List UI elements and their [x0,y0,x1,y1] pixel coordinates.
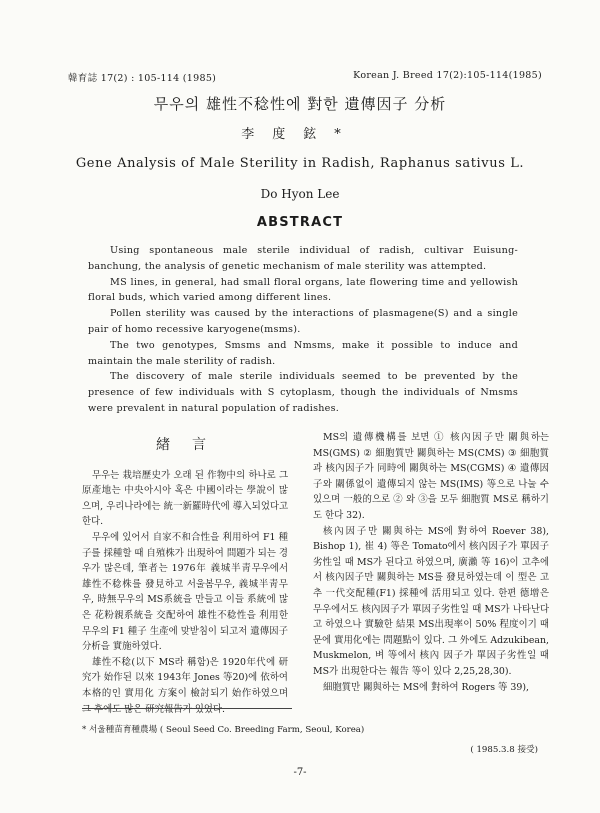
korean-title: 무우의 雄性不稔性에 對한 遺傳因子 分析 [153,95,447,113]
received-date: ( 1985.3.8 接受) [470,745,538,755]
body-paragraph: 核內因子만 關與하는 MS에 對하여 Roever 38), Bishop 1), 崔 4) 等은 Tomato에서 核內因子가 單因子劣性일 때 MS가 된다고 하였으며, 廣瀨 等 16)이 고추에서 核內因子만 關與하는 MS를 發見하였는데 이 型은 고추 一代交配種(F1) 採種에 活用되고 있다. 한편 德增은 무우에서도 核內因子가 單因子劣性일 때 MS가 나타난다고 하였으나 實驗한 結果 MS出現率이 50% 程度이기 때문에 實用化에는 問題點이 있다. 그 外에도 Adzukibean, Muskmelon, 벼 等에서 核內 因子가 單因子劣性일 때 MS가 出現한다는 報告 等이 있다 2,25,28,30). [313,525,549,677]
left-column [82,430,288,717]
right-column [313,430,549,695]
body-paragraph: 雄性不稔(以下 MS라 稱함)은 1920年代에 研究가 始作된 以來 1943年 Jones 等20)에 依하여 本格的인 實用化 方案이 檢討되기 始作하였으며 그 후에도 많은 研究報告가 있었다. [82,656,288,715]
english-author: Do Hyon Lee [260,187,340,201]
body-paragraph: MS의 遺傳機構를 보면 ① 核內因子만 關與하는 MS(GMS) ② 細胞質만 關與하는 MS(CMS) ③ 細胞質과 核內因子가 同時에 關與하는 MS(CGMS) ④ 遺傳因子와 關係없이 遺傳되지 않는 MS(IMS) 等으로 나눌 수 있으며 一般的으로 ② 와 ③을 모두 細胞質 MS로 稱하기도 한다 32). [313,432,549,521]
body-paragraph: 細胞質만 關與하는 MS에 對하여 Rogers 等 39), [323,681,529,693]
abstract-paragraph: Using spontaneous male sterile individual of radish, cultivar Euisung-banchung, the analysis of genetic mechanism of male sterility was attempted. [88,245,518,272]
journal-header-english: Korean J. Breed 17(2):105-114(1985) [353,70,542,81]
abstract-paragraph: The discovery of male sterile individuals seemed to be prevented by the presence of few individuals with S cytoplasm, though the individuals of Nmsms were prevalent in natural population of radishes. [88,371,518,414]
abstract-body [88,243,518,417]
affiliation-footnote: * 서울種苗育種農場 ( Seoul Seed Co. Breeding Farm, Seoul, Korea) [82,725,365,735]
body-paragraph: 무우는 栽培歷史가 오래 된 作物中의 하나로 그 原產地는 中央아시아 혹은 中國이라는 學說이 많으며, 우리나라에는 統一新羅時代에 導入되었다고 한다. [82,469,288,528]
english-title: Gene Analysis of Male Sterility in Radish, Raphanus sativus L. [75,156,525,171]
body-paragraph: 무우에 있어서 自家不和合性을 利用하여 F1 種子를 採種할 때 自殖株가 出現하여 問題가 되는 경우가 많은데, 筆者는 1976年 義城半靑무우에서 雄性不稔株를 發見하고 서울봄무우, 義城半靑무우, 時無무우의 MS系統을 만들고 이들 系統에 많은 花粉親系統을 交配하여 雄性不稔性을 利用한 무우의 F1 種子 生產에 맞받침이 되고저 遺傳因子分析을 實施하였다. [82,531,288,653]
footnote-divider [82,708,292,709]
section-heading-introduction: 緖言 [156,437,228,453]
abstract-heading: ABSTRACT [256,215,344,230]
abstract-paragraph: Pollen sterility was caused by the interactions of plasmagene(S) and a single pair of homo recessive karyogene(msms). [88,308,518,335]
journal-header-korean: 韓育誌 17(2) : 105-114 (1985) [68,73,217,84]
korean-author: 李度鉉* [241,127,359,142]
page-number: -7- [293,767,307,778]
abstract-paragraph: MS lines, in general, had small floral organs, late flowering time and yellowish floral buds, which varied among different lines. [88,276,518,304]
abstract-paragraph: The two genotypes, Smsms and Nmsms, make it possible to induce and maintain the male sterility of radish. [88,339,518,367]
